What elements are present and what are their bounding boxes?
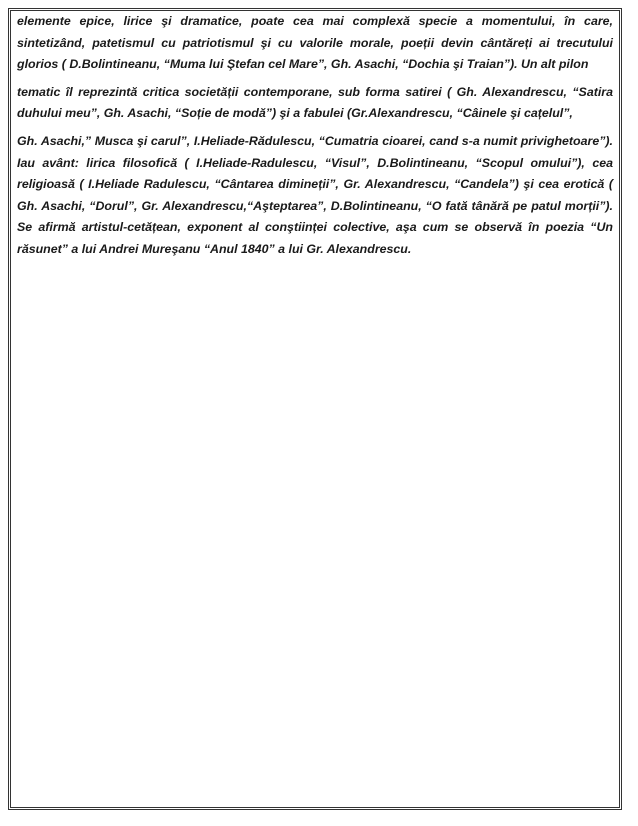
paragraph-1: elemente epice, lirice şi dramatice, poate cea mai complexă specie a momentului, în care, sintetizând, patetismul cu patriotismul şi cu valorile morale, poeții devin cântăreți ai trecutului glorios ( D.Bolintineanu, “Muma lui Ştefan cel Mare”, Gh. Asachi, “Dochia şi Traian”). Un alt pilon	[17, 14, 613, 72]
document-body	[17, 11, 613, 261]
paragraph-2: tematic îl reprezintă critica societății contemporane, sub forma satirei ( Gh. Alexandrescu, “Satira duhului meu”, Gh. Asachi, “Soție de modă”) şi a fabulei (Gr.Alexandrescu, “Câinele şi cațelul”,	[17, 84, 613, 121]
paragraph-3: Gh. Asachi,” Musca şi carul”, I.Heliade-Rădulescu, “Cumatria cioarei, cand s-a numit privighetoare”). Iau avânt: lirica filosofică ( I.Heliade-Radulescu, “Visul”, D.Bolintineanu, “Scopul omului”), cea religioasă ( I.Heliade Radulescu, “Cântarea dimineții”, Gr. Alexandrescu, “Candela”) şi cea erotică ( Gh. Asachi, “Dorul”, Gr. Alexandrescu,“Aşteptarea”, D.Bolintineanu, “O fată tânără pe patul morții”). Se afirmă artistul-cetățean, exponent al conştiinței colective, aşa cum se observă în poezia “Un răsunet” a lui Andrei Mureşanu “Anul 1840” a lui Gr. Alexandrescu.	[17, 133, 613, 256]
